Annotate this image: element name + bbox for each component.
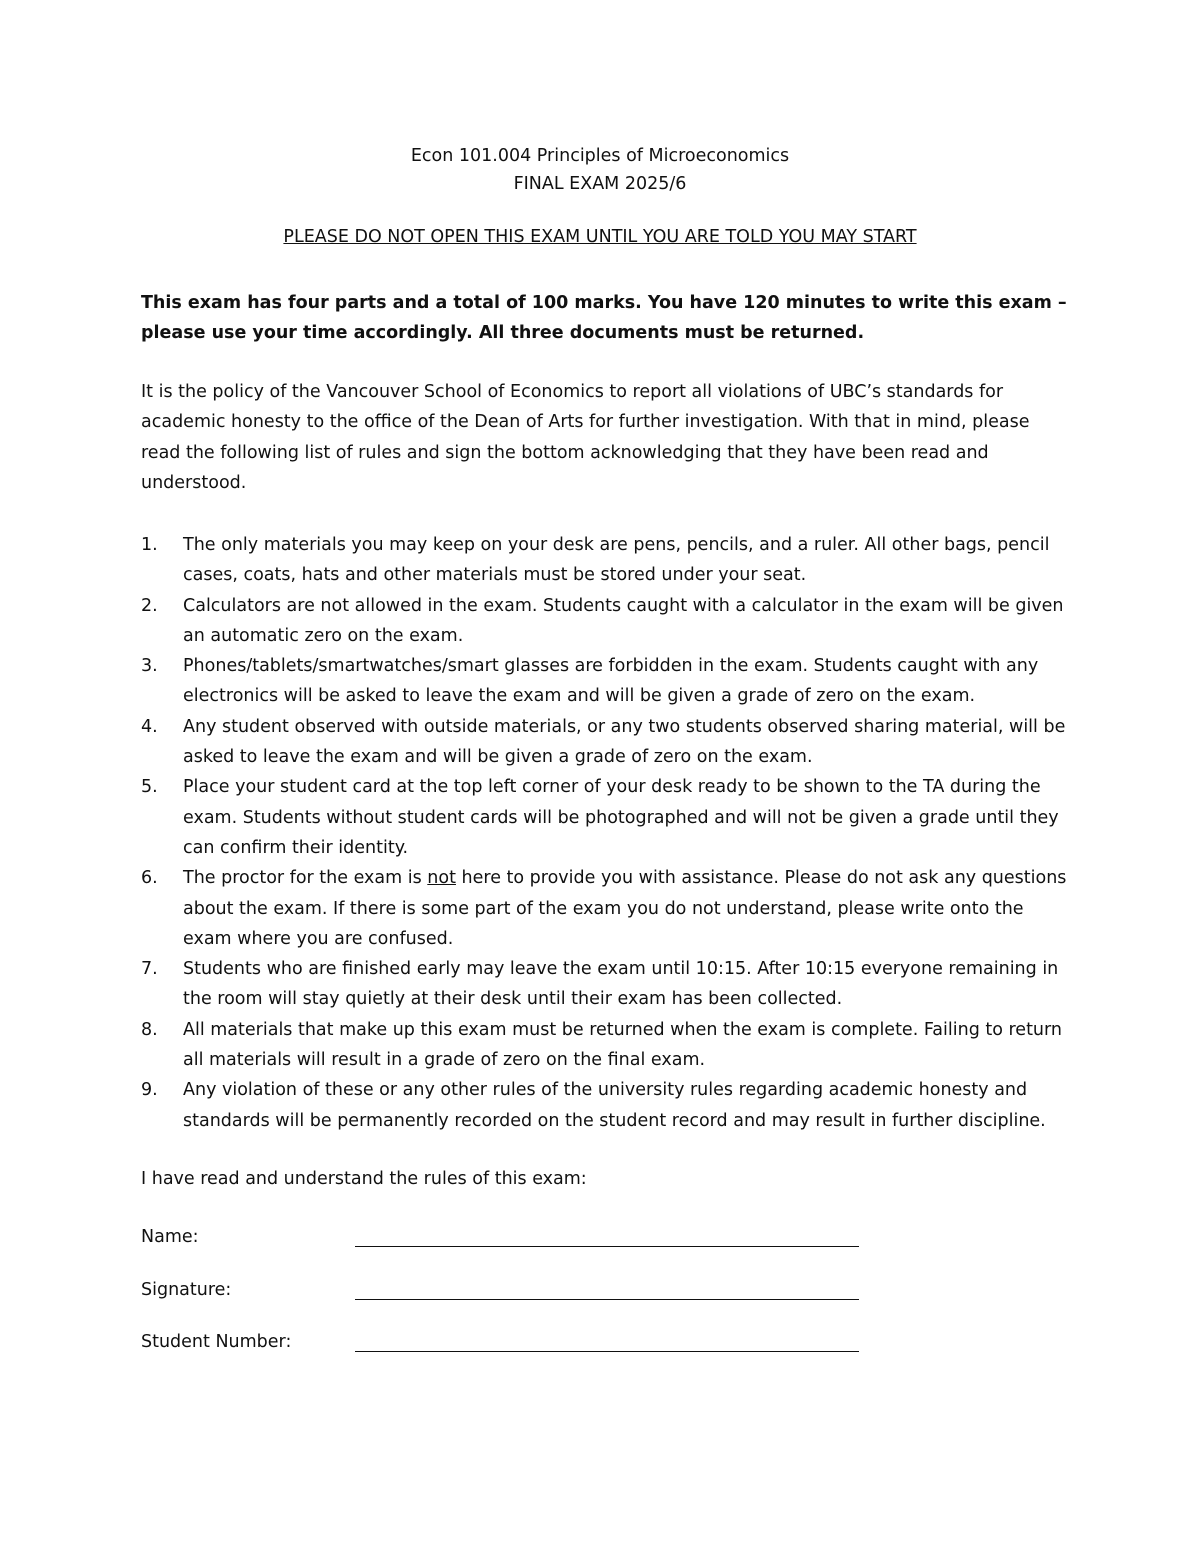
rule-item [141,530,1071,591]
rule-number: 7. [141,959,158,980]
student-number-row [141,1329,861,1357]
rule-text-after: here to provide you with assistance. Please do not ask any questions about the exam. If there is some part of the exam you do not understand, please write onto the exam where you are confused. [183,868,1067,949]
rule-text [183,868,1066,949]
rule-text: Any student observed with outside materials, or any two students observed sharing material, will be asked to leave the exam and will be given a grade of zero on the exam. [183,716,1066,768]
rule-number: 4. [141,716,158,737]
rule-text-before: The proctor for the exam is [183,868,428,889]
rule-number: 2. [141,595,158,616]
rule-number: 6. [141,868,158,889]
rule-number: 5. [141,777,158,798]
signature-row [141,1277,861,1305]
rule-item [141,1015,1071,1076]
rule-number: 9. [141,1080,158,1101]
rule-item [141,712,1071,773]
rule-number: 3. [141,656,158,677]
academic-honesty-policy: It is the policy of the Vancouver School of Economics to report all violations of UBC’s standards for academic honesty to the office of the Dean of Arts for further investigation. With that in mind, please read the following list of rules and sign the bottom acknowledging that they have been read and understood. [141,382,1030,493]
rule-text: The only materials you may keep on your desk are pens, pencils, and a ruler. All other bags, pencil cases, coats, hats and other materials must be stored under your seat. [183,535,1050,586]
rule-item [141,651,1071,712]
rule-item [141,954,1071,1015]
rule-emphasis: not [427,868,456,889]
rule-item [141,1075,1071,1136]
course-title: Econ 101.004 Principles of Microeconomics [410,146,790,166]
rule-text: Students who are finished early may leave the exam until 10:15. After 10:15 everyone remaining in the room will stay quietly at their desk until their exam has been collected. [183,959,1059,1010]
rule-item [141,591,1071,652]
signature-field-line[interactable] [355,1299,859,1300]
exam-instructions: This exam has four parts and a total of 100 marks. You have 120 minutes to write this exam – please use your time accordingly. All three documents must be returned. [141,293,1067,343]
rule-number: 8. [141,1019,158,1040]
rule-text: Phones/tablets/smartwatches/smart glasses are forbidden in the exam. Students caught with any electronics will be asked to leave the exam and will be given a grade of zero on the exam. [183,656,1039,707]
name-label: Name: [141,1227,199,1247]
name-field-line[interactable] [355,1246,859,1247]
acknowledgement-statement: I have read and understand the rules of this exam: [141,1169,587,1189]
rules-list [141,530,1071,1136]
rule-number: 1. [141,535,158,555]
student-number-field-line[interactable] [355,1351,859,1352]
rule-text: Calculators are not allowed in the exam. Students caught with a calculator in the exam will be given an automatic zero on the exam. [183,595,1064,646]
rule-text: Any violation of these or any other rules of the university rules regarding academic honesty and standards will be permanently recorded on the student record and may result in further discipline. [183,1080,1046,1131]
rule-text: All materials that make up this exam must be returned when the exam is complete. Failing to return all materials will result in a grade of zero on the final exam. [183,1019,1062,1071]
student-number-label: Student Number: [141,1332,292,1352]
rule-text: Place your student card at the top left corner of your desk ready to be shown to the TA during the exam. Students without student cards will be photographed and will not be given a grade until they can confirm their identity. [183,777,1059,858]
name-row [141,1224,861,1252]
exam-title: FINAL EXAM 2025/6 [513,174,687,194]
signature-label: Signature: [141,1280,232,1300]
rule-item [141,772,1071,863]
do-not-open-warning: PLEASE DO NOT OPEN THIS EXAM UNTIL YOU ARE TOLD YOU MAY START [283,227,917,247]
rule-item [141,863,1071,954]
